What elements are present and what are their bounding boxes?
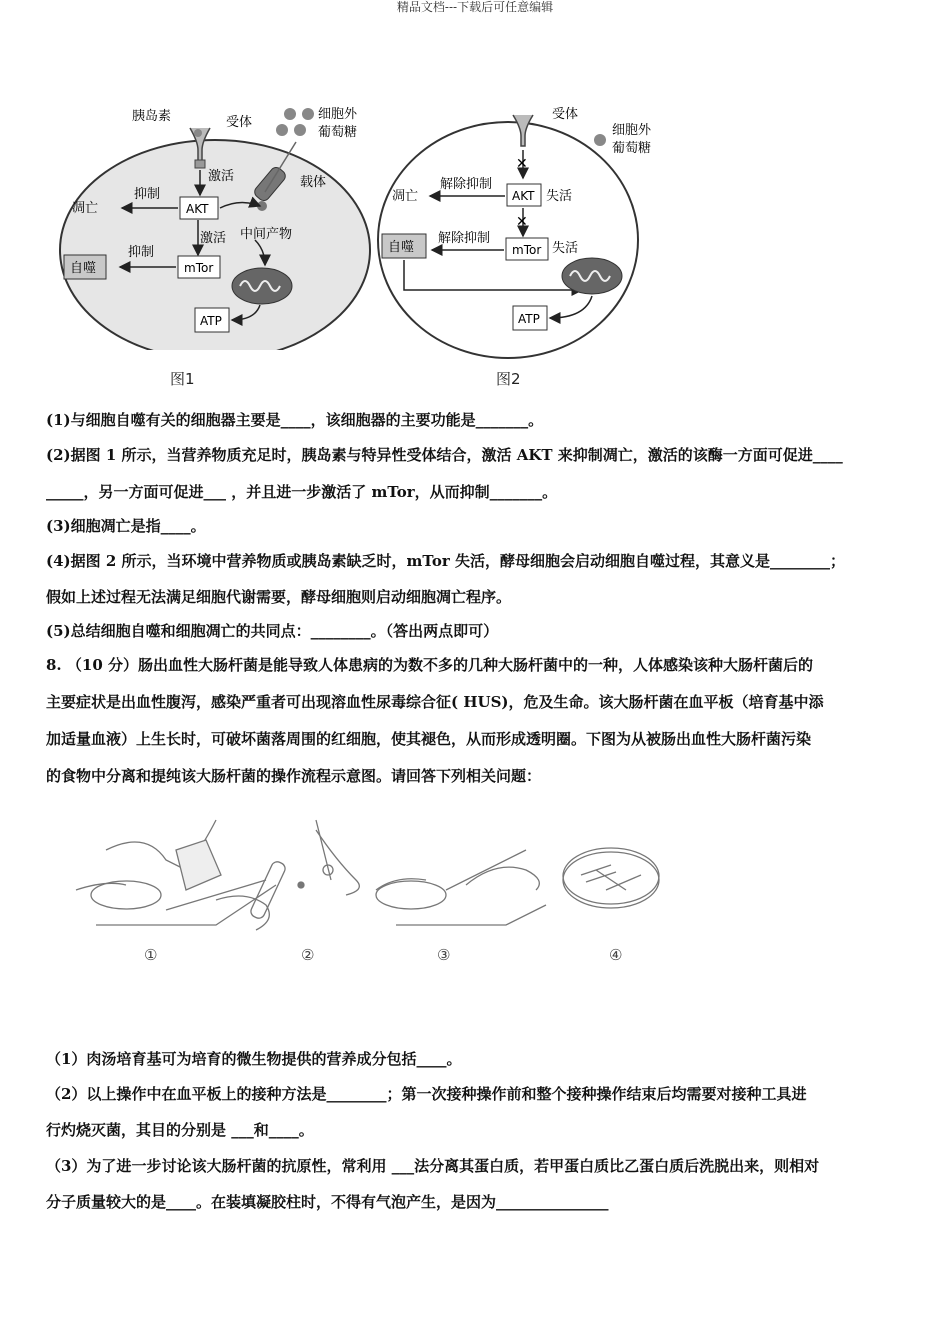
- figure-1-caption: 图1: [170, 370, 195, 388]
- release-inhibit-label-1: 解除抑制: [440, 177, 493, 192]
- carrier-label: 载体: [300, 175, 327, 190]
- q8-subquestion: 行灼烧灭菌，其目的分别是 ___和____。: [46, 1121, 314, 1139]
- apoptosis-label-2: 凋亡: [392, 189, 419, 204]
- q8-subquestion: （1）肉汤培育基可为培育的微生物提供的营养成分包括____。: [46, 1050, 462, 1068]
- activate-label-1: 激活: [208, 169, 235, 184]
- apoptosis-label: 凋亡: [72, 201, 99, 216]
- akt-label-2: AKT: [512, 189, 535, 203]
- receptor-label-2: 受体: [552, 107, 579, 122]
- question-line: (2)据图 1 所示，当营养物质充足时，胰岛素与特异性受体结合，激活 AKT 来抑制凋亡，激活的该酶一方面可促进____: [46, 446, 843, 464]
- q8-line: 8. （10 分）肠出血性大肠杆菌是能导致人体患病的为数不多的几种大肠杆菌中的一种，人体感染该种大肠杆菌后的: [46, 656, 813, 674]
- intermediate-label: 中间产物: [240, 227, 293, 242]
- procedure-illustration: [66, 810, 686, 950]
- inactive-label-1: 失活: [546, 189, 573, 204]
- receptor-label: 受体: [226, 115, 253, 130]
- autophagy-label: 自噬: [70, 261, 97, 276]
- inhibit-label-2: 抑制: [128, 245, 155, 260]
- release-inhibit-label-2: 解除抑制: [438, 231, 491, 246]
- akt-label: AKT: [186, 202, 209, 216]
- glucose-label-2a: 细胞外: [612, 123, 652, 138]
- glucose-label-2: 葡萄糖: [318, 125, 358, 140]
- page-header: 精品文档---下载后可任意编辑: [396, 0, 554, 14]
- step-number: ③: [437, 946, 451, 964]
- q8-line: 主要症状是出血性腹泻，感染严重者可出现溶血性尿毒综合征( HUS)，危及生命。该大肠杆菌在血平板（培育基中添: [46, 693, 824, 711]
- inactive-label-2: 失活: [552, 241, 579, 256]
- step-number: ④: [609, 946, 623, 964]
- mtor-label: mTor: [184, 261, 214, 275]
- question-line: 假如上述过程无法满足细胞代谢需要，酵母细胞则启动细胞凋亡程序。: [46, 588, 512, 606]
- atp-label: ATP: [200, 314, 222, 328]
- glucose-label-1: 细胞外: [318, 107, 358, 122]
- insulin-label: 胰岛素: [132, 109, 172, 124]
- insulin-molecule-icon: [194, 129, 202, 137]
- atp-label-2: ATP: [518, 312, 540, 326]
- figure-2: [370, 100, 670, 360]
- q8-subquestion: 分子质量较大的是____。在装填凝胶柱时，不得有气泡产生，是因为_______________: [46, 1193, 609, 1211]
- glucose-label-2b: 葡萄糖: [612, 141, 652, 156]
- figure-2-caption: 图2: [496, 370, 521, 388]
- question-line: _____，另一方面可促进___ ，并且进一步激活了 mTor，从而抑制_______。: [46, 483, 558, 501]
- q8-line: 加适量血液）上生长时，可破坏菌落周围的红细胞，使其褪色，从而形成透明圈。下图为从被肠出血性大肠杆菌污染: [46, 730, 812, 748]
- step-number: ②: [301, 946, 315, 964]
- glucose-icon: [276, 108, 314, 136]
- activate-label-2: 激活: [200, 231, 227, 246]
- question-line: (4)据图 2 所示，当环境中营养物质或胰岛素缺乏时，mTor 失活，酵母细胞会启动细胞自噬过程，其意义是________；: [46, 552, 845, 570]
- glucose-icon-2: [594, 134, 606, 146]
- q8-subquestion: （3）为了进一步讨论该大肠杆菌的抗原性，常利用 ___法分离其蛋白质，若甲蛋白质比乙蛋白质后洗脱出来，则相对: [46, 1157, 820, 1175]
- mtor-label-2: mTor: [512, 243, 542, 257]
- step-number: ①: [144, 946, 158, 964]
- svg-text:✕: ✕: [516, 156, 528, 172]
- question-line: (1)与细胞自噬有关的细胞器主要是____，该细胞器的主要功能是_______。: [46, 411, 544, 429]
- question-line: (5)总结细胞自噬和细胞凋亡的共同点：________。（答出两点即可）: [46, 622, 499, 640]
- q8-subquestion: （2）以上操作中在血平板上的接种方法是________；第一次接种操作前和整个接种操作结束后均需要对接种工具进: [46, 1085, 807, 1103]
- inhibit-label-1: 抑制: [134, 187, 161, 202]
- figure-1: [50, 100, 380, 350]
- question-line: (3)细胞凋亡是指____。: [46, 517, 206, 535]
- svg-text:✕: ✕: [516, 214, 528, 230]
- autophagy-label-2: 自噬: [388, 240, 415, 255]
- q8-line: 的食物中分离和提纯该大肠杆菌的操作流程示意图。请回答下列相关问题：: [46, 767, 542, 785]
